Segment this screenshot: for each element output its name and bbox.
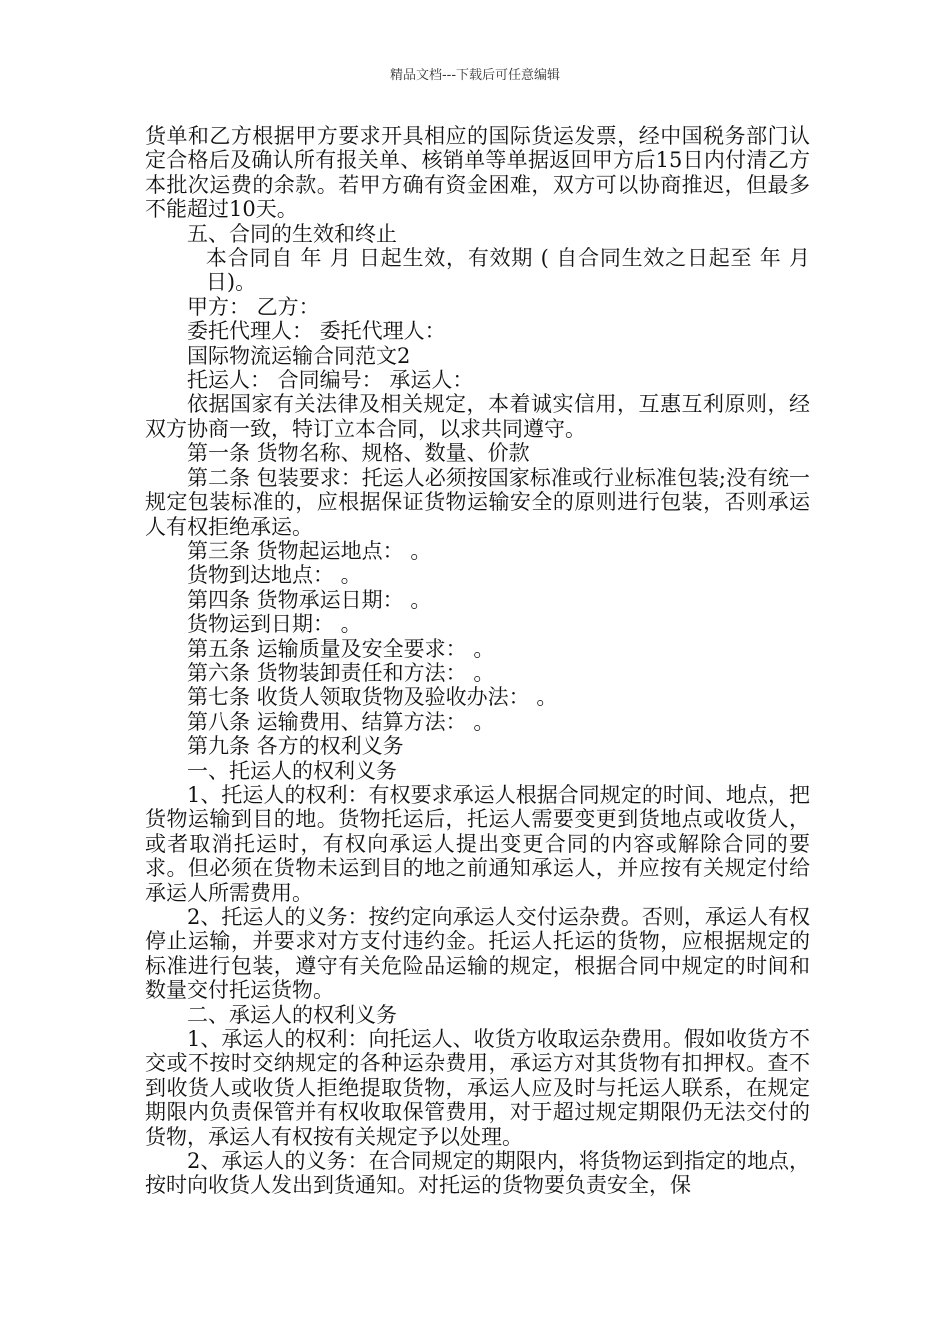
section-heading-effect-termination: 五、合同的生效和终止: [187, 221, 397, 246]
article-9: 第九条 各方的权利义务: [187, 734, 404, 759]
page-header: 精品文档---下载后可任意编辑: [389, 68, 561, 83]
article-4: 第四条 货物承运日期： 。: [187, 587, 432, 612]
carrier-rights: 1、承运人的权利：向托运人、收货方收取运杂费用。假如收货方不交或不按时交纳规定的各种运杂费用，承运方对其货物有扣押权。查不到收货人或收货人拒绝提取货物，承运人应及时与托运人联系，在规定期限内负责保管并有权收取保管费用，对于超过规定期限仍无法交付的货物，承运人有权按有关规定予以处理。: [145, 1027, 810, 1149]
article-3: 第三条 货物起运地点： 。: [187, 538, 432, 563]
paragraph-continuation: 货单和乙方根据甲方要求开具相应的国际货运发票，经中国税务部门认定合格后及确认所有报关单、核销单等单据返回甲方后15日内付清乙方本批次运费的余款。若甲方确有资金困难，双方可以协商推迟，但最多不能超过10天。: [145, 124, 810, 222]
document-body: [145, 124, 810, 1198]
article-6: 第六条 货物装卸责任和方法： 。: [187, 660, 495, 685]
section-shipper-rights-duties: 一、托运人的权利义务: [187, 758, 397, 783]
article-2: 第二条 包装要求：托运人必须按国家标准或行业标准包装;没有统一规定包装标准的，应根据保证货物运输安全的原则进行包装，否则承运人有权拒绝承运。: [145, 465, 810, 539]
shipper-rights: 1、托运人的权利：有权要求承运人根据合同规定的时间、地点，把货物运输到目的地。货物托运后，托运人需要变更到货地点或收货人，或者取消托运时，有权向承运人提出变更合同的内容或解除合同的要求。但必须在货物未运到目的地之前通知承运人，并应按有关规定付给承运人所需费用。: [145, 782, 810, 905]
parties-line: 托运人： 合同编号： 承运人：: [187, 368, 474, 393]
article-5: 第五条 运输质量及安全要求： 。: [187, 636, 495, 661]
section-carrier-rights-duties: 二、承运人的权利义务: [187, 1002, 397, 1027]
signature-agent-line: 委托代理人： 委托代理人：: [187, 319, 446, 344]
article-7: 第七条 收货人领取货物及验收办法： 。: [187, 685, 558, 710]
article-3-destination: 货物到达地点： 。: [187, 563, 362, 588]
article-1: 第一条 货物名称、规格、数量、价款: [187, 441, 530, 466]
signature-party-line: 甲方： 乙方：: [187, 294, 320, 319]
article-4-arrival-date: 货物运到日期： 。: [187, 612, 362, 637]
paragraph-validity: [145, 246, 810, 295]
article-8: 第八条 运输费用、结算方法： 。: [187, 709, 495, 734]
paragraph-preamble: 依据国家有关法律及相关规定，本着诚实信用，互惠互利原则，经双方协商一致，特订立本合同，以求共同遵守。: [145, 392, 810, 441]
paragraph-validity-text: 本合同自 年 月 日起生效，有效期 ( 自合同生效之日起至 年 月 日)。: [205, 246, 810, 295]
carrier-duties: 2、承运人的义务：在合同规定的期限内，将货物运到指定的地点，按时向收货人发出到货通知。对托运的货物要负责安全，保: [145, 1149, 810, 1198]
document-title: 国际物流运输合同范文2: [187, 343, 411, 368]
shipper-duties: 2、托运人的义务：按约定向承运人交付运杂费。否则，承运人有权停止运输，并要求对方支付违约金。托运人托运的货物，应根据规定的标准进行包装，遵守有关危险品运输的规定，根据合同中规定的时间和数量交付托运货物。: [145, 905, 810, 1003]
